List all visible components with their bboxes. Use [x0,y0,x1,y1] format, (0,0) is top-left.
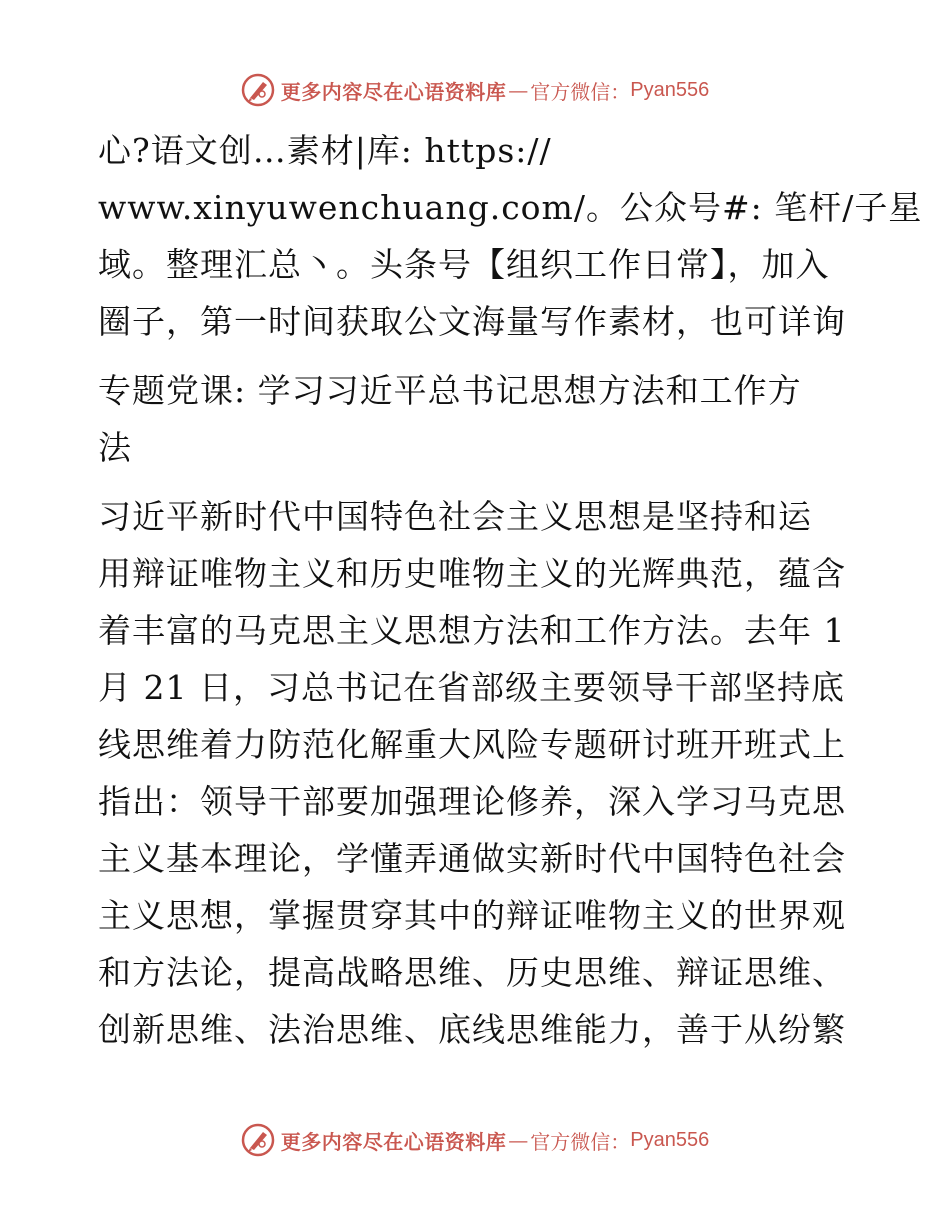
title-line: 专题党课: 学习习近平总书记思想方法和工作方 [98,371,802,410]
banner-wechat-id: Pyan556 [630,1128,710,1151]
banner-dash: — [508,1128,529,1152]
text-line: 和方法论，提高战略思维、历史思维、辩证思维、 [98,953,846,992]
banner-dash: — [508,78,529,102]
text-line: 线思维着力防范化解重大风险专题研讨班开班式上 [98,725,846,764]
text-line: 创新思维、法治思维、底线思维能力，善于从纷繁 [98,1010,846,1049]
intro-paragraph [98,122,923,350]
quill-pen-logo-icon [241,1123,275,1157]
text-line: www.xinyuwenchuang.com/。公众号#: 笔杆/子星 [98,188,923,227]
banner-wechat-label: 官方微信： [530,79,631,104]
text-line: 圈子，第一时间获取公文海量写作素材，也可详询 [98,302,846,341]
text-line: 域。整理汇总丶。头条号【组织工作日常】，加入 [98,245,830,284]
text-line: 着丰富的马克思主义思想方法和工作方法。去年 1 [98,611,846,650]
footer-banner [0,1122,950,1158]
text-line: 用辩证唯物主义和历史唯物主义的光辉典范，蕴含 [98,554,846,593]
banner-main-text: 更多内容尽在心语资料库 [280,79,507,104]
quill-pen-logo-icon [241,73,275,107]
body-paragraph [98,488,858,1058]
text-line: 习近平新时代中国特色社会主义思想是坚持和运 [98,497,812,536]
text-line: 指出：领导干部要加强理论修养，深入学习马克思 [98,782,846,821]
text-line: 心?语文创…素材|库: https:// [98,131,552,170]
banner-main-text: 更多内容尽在心语资料库 [280,1129,507,1154]
text-line: 主义基本理论，学懂弄通做实新时代中国特色社会 [98,839,846,878]
text-line: 月 21 日，习总书记在省部级主要领导干部坚持底 [98,668,845,707]
header-banner [0,72,950,108]
title-line: 法 [98,428,132,467]
document-title [98,362,858,476]
banner-wechat-label: 官方微信： [530,1129,631,1154]
document-content [98,122,923,1058]
text-line: 主义思想，掌握贯穿其中的辩证唯物主义的世界观 [98,896,846,935]
banner-wechat-id: Pyan556 [630,78,710,101]
